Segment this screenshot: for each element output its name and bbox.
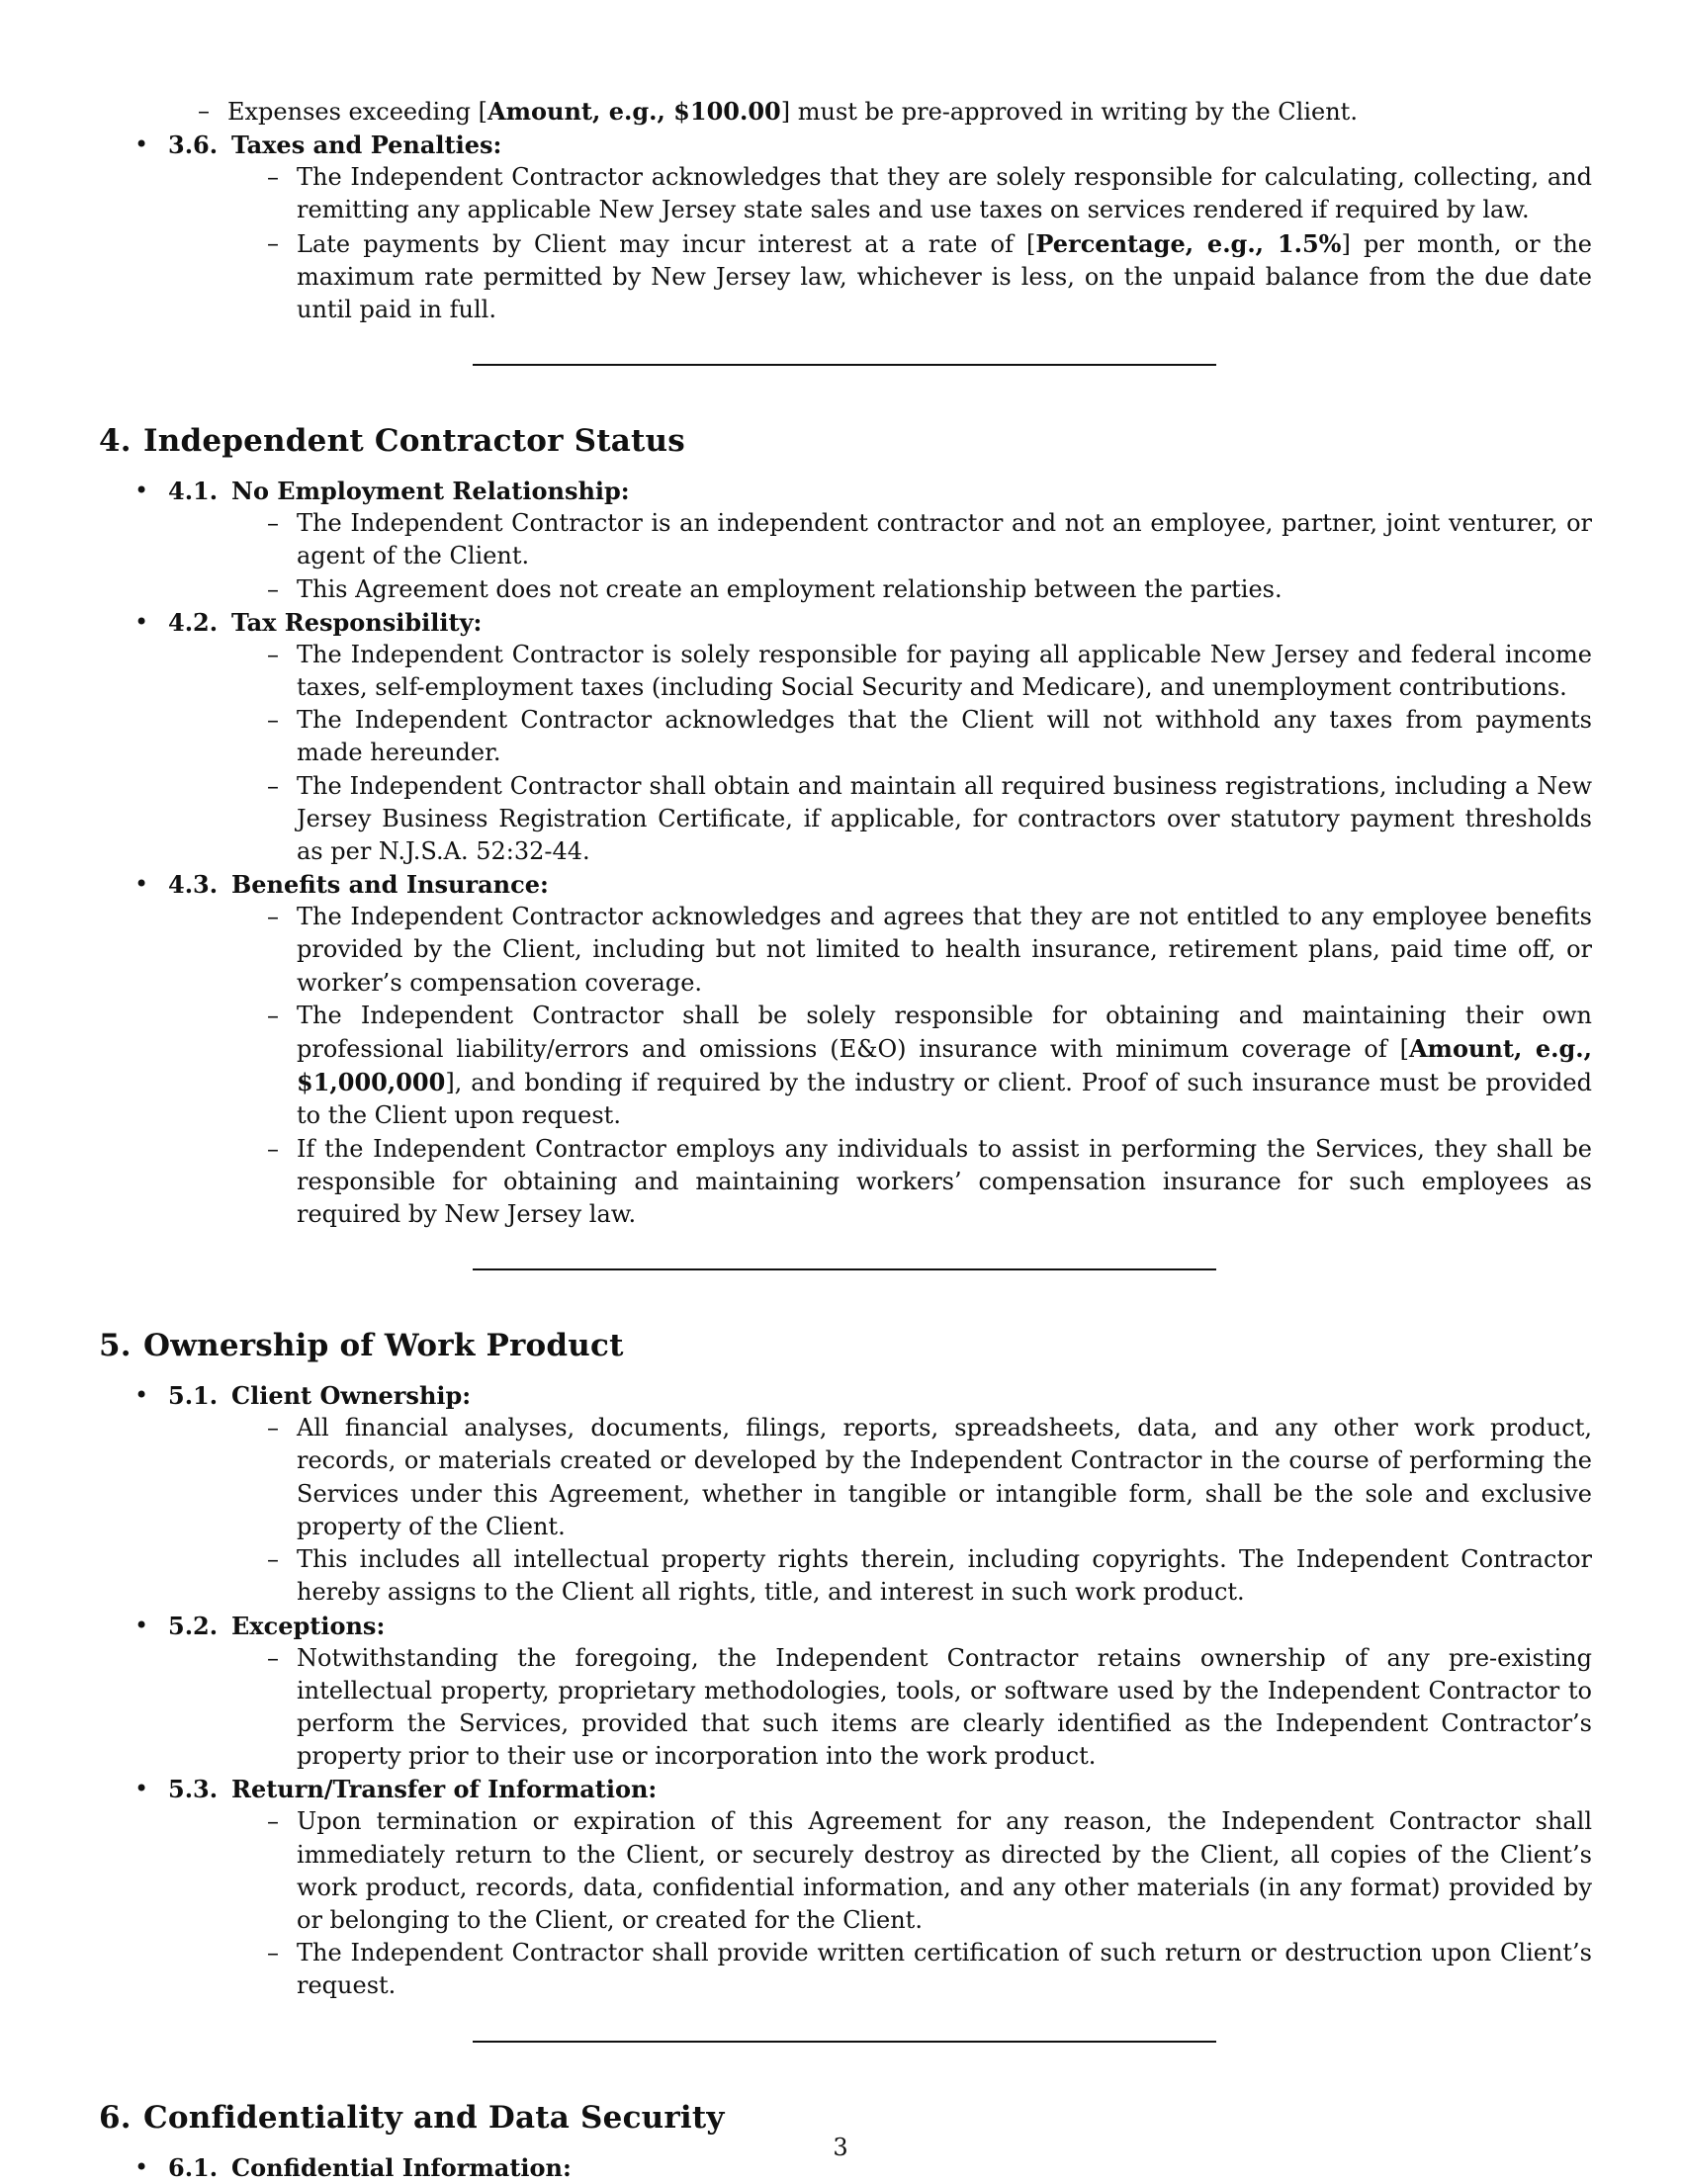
bullet-marker: • [134,1611,149,1639]
subsection-points [168,1412,1592,1609]
list-item: – This Agreement does not create an employment relationship between the parties. [168,573,1592,606]
subsection-5-1 [99,1379,1592,1609]
list-item: – The Independent Contractor acknowledges that the Client will not withhold any taxes from payments made hereunder. [267,706,1592,767]
dash-marker: – [267,706,279,735]
dash-marker: – [267,1939,279,1967]
bullet-marker: • [134,2152,149,2181]
list-item: – The Independent Contractor shall provide written certification of such return or destruction upon Client’s request. [267,1939,1592,2000]
section-heading-4: 4. Independent Contractor Status [99,423,685,460]
dash-marker: – [198,97,210,125]
list-item: – The Independent Contractor is an independent contractor and not an employee, partner, joint venturer, or agent of the Client. [267,509,1592,570]
bullet-marker: • [134,1381,149,1410]
dash-marker: – [267,1134,279,1163]
subsection-title: 4.2. Tax Responsibility: [168,607,483,637]
subsection-5-2 [99,1610,1592,1774]
dash-marker: – [267,1001,279,1029]
subsection-4-1 [99,475,1592,606]
section-divider [473,2041,1216,2043]
subsection-list-5 [99,1379,1592,2002]
dash-marker: – [267,1545,279,1574]
subsection-list-4 [99,475,1592,1231]
page-number: 3 [833,2134,848,2161]
section-divider [473,364,1216,366]
bullet-marker: • [134,870,149,899]
subsection-4-2 [99,606,1592,868]
list-item: – Notwithstanding the foregoing, the Independent Contractor retains ownership of any pre-existing intellectual property, proprietary methodologies, tools, or software used by the Independent Contractor to perform the Services, provided that such items are clearly identified as the Independent Contractor’s property prior to their use or incorporation into the work product. [267,1643,1592,1771]
list-item: – This includes all intellectual property rights therein, including copyrights. The Independent Contractor hereby assigns to the Client all rights, title, and interest in such work product. [267,1545,1592,1607]
continuation-points [99,95,1592,129]
subsection-title: 3.6. Taxes and Penalties: [168,131,502,160]
list-item: – The Independent Contractor is solely responsible for paying all applicable New Jersey and federal income taxes, self-employment taxes (including Social Security and Medicare), and unemployment contributions. [267,640,1592,702]
dash-marker: – [267,228,279,257]
subsection-title: 5.2. Exceptions: [168,1611,386,1640]
page-content [99,95,1592,2184]
section-heading-6: 6. Confidentiality and Data Security [99,2099,725,2136]
list-item: – All financial analyses, documents, filings, reports, spreadsheets, data, and any other work product, records, or materials created or developed by the Independent Contractor in the course of performing the Services under this Agreement, whether in tangible or intangible form, shall be the sole and exclusive property of the Client. [267,1414,1592,1540]
subsection-points [168,1805,1592,2002]
subsection-points [168,507,1592,606]
list-item: – The Independent Contractor acknowledges and agrees that they are not entitled to any employee benefits provided by the Client, including but not limited to health insurance, retirement plans, paid time off, or worker’s compensation coverage. [267,903,1592,997]
dash-marker: – [267,771,279,800]
subsection-title: 5.1. Client Ownership: [168,1381,472,1411]
dash-marker: – [267,1807,279,1836]
list-item: – Expenses exceeding [Amount, e.g., $100.00] must be pre-approved in writing by the Client. [99,95,1592,129]
subsection-title: 5.3. Return/Transfer of Information: [168,1775,658,1804]
dash-marker: – [267,1414,279,1442]
subsection-title: 4.1. No Employment Relationship: [168,477,630,506]
list-item: – Late payments by Client may incur interest at a rate of [Percentage, e.g., 1.5%] per month, or the maximum rate permitted by New Jersey law, whichever is less, on the unpaid balance from the due date until paid in full. [267,228,1592,324]
subsection-3-6 [99,129,1592,326]
bullet-marker: • [134,477,149,505]
subsection-points [168,639,1592,868]
list-item: – The Independent Contractor acknowledges that they are solely responsible for calculating, collecting, and remitting any applicable New Jersey state sales and use taxes on services rendered if required by law. [267,163,1592,224]
subsection-title: 6.1. Confidential Information: [168,2152,572,2182]
subsection-list-3 [99,129,1592,326]
section-divider [473,1268,1216,1270]
subsection-points [168,901,1592,1231]
list-item: – If the Independent Contractor employs any individuals to assist in performing the Services, they shall be responsible for obtaining and maintaining workers’ compensation insurance for such employees as required by New Jersey law. [267,1134,1592,1229]
subsection-points [168,1642,1592,1774]
subsection-4-3 [99,868,1592,1231]
bullet-marker: • [134,131,149,159]
subsection-title: 4.3. Benefits and Insurance: [168,870,549,900]
bullet-marker: • [134,607,149,636]
dash-marker: – [267,509,279,538]
list-item: – Upon termination or expiration of this Agreement for any reason, the Independent Contractor shall immediately return to the Client, or securely destroy as directed by the Client, all copies of the Client’s work product, records, data, confidential information, and any other materials (in any format) provided by or belonging to the Client, or created for the Client. [267,1807,1592,1934]
bullet-marker: • [134,1775,149,1803]
dash-marker: – [267,1643,279,1672]
dash-marker: – [267,163,279,192]
dash-marker: – [267,574,279,603]
list-item: – The Independent Contractor shall obtain and maintain all required business registrations, including a New Jersey Business Registration Certificate, if applicable, for contractors over statutory payment thresholds as per N.J.S.A. 52:32-44. [267,771,1592,866]
list-item: – The Independent Contractor shall be solely responsible for obtaining and maintaining their own professional liability/errors and omissions (E&O) insurance with minimum coverage of [Amount, e.g., $1,000,000], and bonding if required by the industry or client. Proof of such insurance must be provided to the Client upon request. [267,1001,1592,1130]
dash-marker: – [267,640,279,668]
subsection-points [168,161,1592,326]
dash-marker: – [267,903,279,931]
subsection-5-3 [99,1773,1592,2002]
section-heading-5: 5. Ownership of Work Product [99,1328,624,1364]
